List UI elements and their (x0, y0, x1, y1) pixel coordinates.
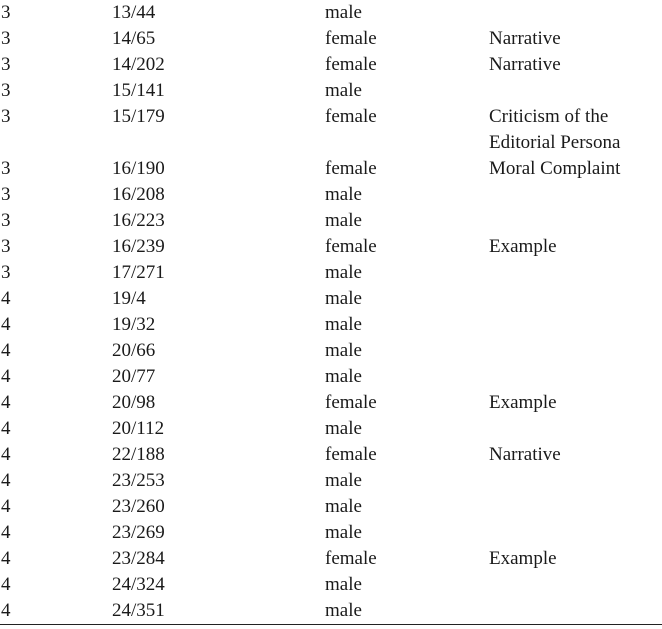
gender-cell: male (325, 470, 362, 491)
gender-cell: male (325, 288, 362, 309)
volume-cell: 4 (1, 392, 11, 413)
gender-cell: female (325, 444, 377, 465)
gender-cell: female (325, 236, 377, 257)
table-row (0, 520, 662, 546)
table-row (0, 182, 662, 208)
volume-cell: 3 (1, 54, 11, 75)
volume-cell: 3 (1, 106, 11, 127)
table-row (0, 338, 662, 364)
volume-cell: 4 (1, 470, 11, 491)
location-cell: 15/141 (112, 80, 165, 101)
type-cell: Example (489, 236, 557, 257)
gender-cell: male (325, 314, 362, 335)
location-cell: 20/112 (112, 418, 165, 439)
gender-cell: male (325, 366, 362, 387)
gender-cell: male (325, 340, 362, 361)
gender-cell: male (325, 80, 362, 101)
location-cell: 15/179 (112, 106, 165, 127)
gender-cell: male (325, 2, 362, 23)
table-bottom-rule (0, 624, 662, 625)
table-row (0, 286, 662, 312)
table-row (0, 468, 662, 494)
location-cell: 22/188 (112, 444, 165, 465)
gender-cell: female (325, 158, 377, 179)
volume-cell: 4 (1, 366, 11, 387)
table-row (0, 0, 662, 26)
table-row (0, 26, 662, 52)
table-row (0, 494, 662, 520)
gender-cell: female (325, 28, 377, 49)
type-cell: Narrative (489, 444, 561, 465)
gender-cell: female (325, 106, 377, 127)
type-cell: Narrative (489, 54, 561, 75)
location-cell: 23/284 (112, 548, 165, 569)
gender-cell: male (325, 210, 362, 231)
location-cell: 19/4 (112, 288, 146, 309)
table-row (0, 52, 662, 78)
volume-cell: 4 (1, 496, 11, 517)
gender-cell: female (325, 548, 377, 569)
volume-cell: 3 (1, 158, 11, 179)
gender-cell: male (325, 600, 362, 621)
volume-cell: 4 (1, 574, 11, 595)
location-cell: 23/253 (112, 470, 165, 491)
volume-cell: 3 (1, 210, 11, 231)
location-cell: 14/65 (112, 28, 156, 49)
volume-cell: 3 (1, 236, 11, 257)
location-cell: 20/66 (112, 340, 156, 361)
gender-cell: female (325, 54, 377, 75)
volume-cell: 4 (1, 418, 11, 439)
volume-cell: 4 (1, 340, 11, 361)
location-cell: 17/271 (112, 262, 165, 283)
table-row (0, 416, 662, 442)
location-cell: 23/269 (112, 522, 165, 543)
type-cell: Narrative (489, 28, 561, 49)
volume-cell: 4 (1, 314, 11, 335)
table-row (0, 312, 662, 338)
gender-cell: male (325, 574, 362, 595)
table-row (0, 598, 662, 624)
location-cell: 20/77 (112, 366, 156, 387)
type-cell: Example (489, 548, 557, 569)
table-row (0, 78, 662, 104)
gender-cell: male (325, 496, 362, 517)
volume-cell: 3 (1, 262, 11, 283)
table-row (0, 156, 662, 182)
type-cell: Moral Complaint (489, 158, 621, 179)
table-row (0, 546, 662, 572)
table-row (0, 572, 662, 598)
table-row (0, 442, 662, 468)
location-cell: 24/324 (112, 574, 165, 595)
volume-cell: 3 (1, 184, 11, 205)
location-cell: 16/223 (112, 210, 165, 231)
type-cell: Criticism of the Editorial Persona (489, 106, 621, 153)
volume-cell: 4 (1, 522, 11, 543)
volume-cell: 3 (1, 28, 11, 49)
gender-cell: female (325, 392, 377, 413)
location-cell: 14/202 (112, 54, 165, 75)
gender-cell: male (325, 184, 362, 205)
table-row (0, 234, 662, 260)
table-row (0, 208, 662, 234)
gender-cell: male (325, 418, 362, 439)
gender-cell: male (325, 262, 362, 283)
volume-cell: 4 (1, 600, 11, 621)
table-row (0, 260, 662, 286)
location-cell: 24/351 (112, 600, 165, 621)
location-cell: 23/260 (112, 496, 165, 517)
volume-cell: 4 (1, 288, 11, 309)
volume-cell: 4 (1, 444, 11, 465)
location-cell: 20/98 (112, 392, 156, 413)
volume-cell: 3 (1, 2, 11, 23)
volume-cell: 4 (1, 548, 11, 569)
volume-cell: 3 (1, 80, 11, 101)
table-row (0, 104, 662, 156)
gender-cell: male (325, 522, 362, 543)
location-cell: 16/239 (112, 236, 165, 257)
location-cell: 19/32 (112, 314, 156, 335)
location-cell: 16/190 (112, 158, 165, 179)
type-cell: Example (489, 392, 557, 413)
location-cell: 13/44 (112, 2, 156, 23)
table-row (0, 390, 662, 416)
table-row (0, 364, 662, 390)
location-cell: 16/208 (112, 184, 165, 205)
